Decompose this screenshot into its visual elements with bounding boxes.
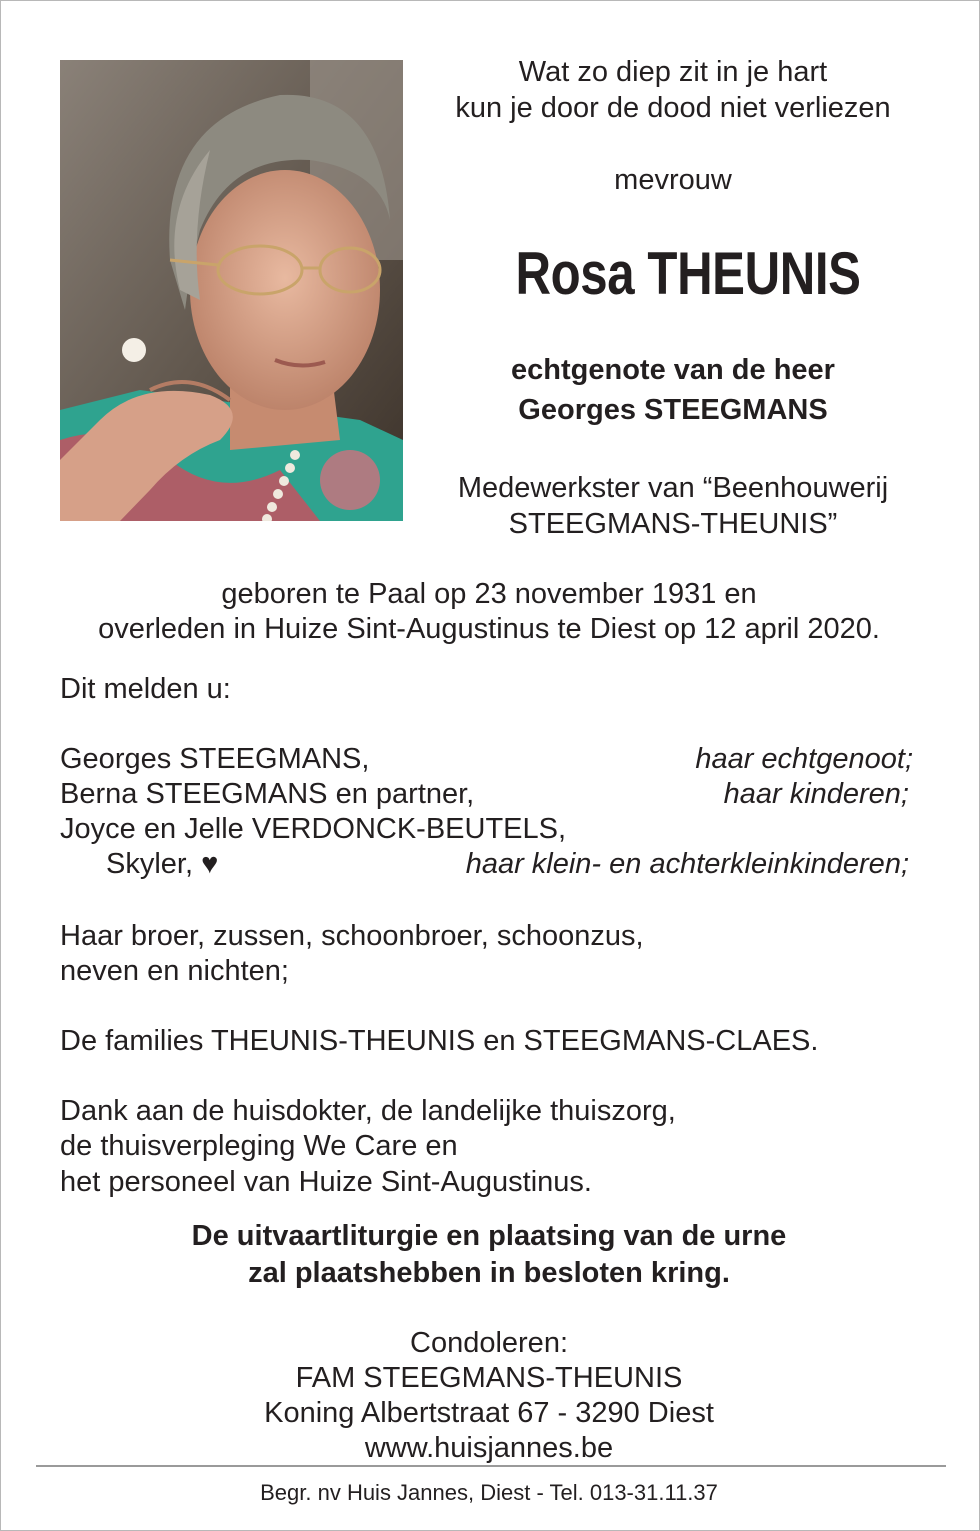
ceremony-line-2: zal plaatshebben in besloten kring.	[248, 1257, 730, 1289]
family-row-2-name: Berna STEEGMANS en partner,	[60, 778, 475, 810]
family-row-1-relation: haar echtgenoot;	[695, 743, 913, 775]
spouse-line-2: Georges STEEGMANS	[518, 394, 828, 426]
funeral-home-footer: Begr. nv Huis Jannes, Diest - Tel. 013-31.11.37	[260, 1480, 718, 1505]
condolence-label: Condoleren:	[410, 1327, 568, 1359]
deceased-name: Rosa THEUNIS	[515, 240, 861, 307]
quote-line-2: kun je door de dood niet verliezen	[455, 92, 891, 124]
family-row-1-name: Georges STEEGMANS,	[60, 743, 370, 775]
announce-text: Dit melden u:	[60, 673, 231, 705]
families-line: De families THEUNIS-THEUNIS en STEEGMANS-CLAES.	[60, 1025, 819, 1057]
thanks-line-2: de thuisverpleging We Care en	[60, 1130, 458, 1162]
family-row-4-name: Skyler, ♥	[106, 848, 219, 880]
family-row-3-name: Joyce en Jelle VERDONCK-BEUTELS,	[60, 813, 567, 845]
relatives-line-1: Haar broer, zussen, schoonbroer, schoonzus,	[60, 920, 644, 952]
dates-line-2: overleden in Huize Sint-Augustinus te Diest op 12 april 2020.	[98, 613, 880, 645]
footer-divider	[36, 1465, 946, 1467]
family-row-2-relation: haar kinderen;	[723, 778, 909, 810]
thanks-line-1: Dank aan de huisdokter, de landelijke thuiszorg,	[60, 1095, 676, 1127]
spouse-line-1: echtgenote van de heer	[511, 354, 835, 386]
ceremony-line-1: De uitvaartliturgie en plaatsing van de urne	[191, 1220, 787, 1252]
portrait-photo	[60, 60, 403, 521]
condolence-address: Koning Albertstraat 67 - 3290 Diest	[264, 1397, 714, 1429]
title-prefix: mevrouw	[614, 164, 732, 196]
occupation-line-1: Medewerkster van “Beenhouwerij	[457, 472, 889, 504]
dates-line-1: geboren te Paal op 23 november 1931 en	[221, 578, 757, 610]
condolence-family: FAM STEEGMANS-THEUNIS	[295, 1362, 683, 1394]
relatives-line-2: neven en nichten;	[60, 955, 289, 987]
quote-line-1: Wat zo diep zit in je hart	[518, 56, 828, 88]
thanks-line-3: het personeel van Huize Sint-Augustinus.	[60, 1166, 592, 1198]
occupation-line-2: STEEGMANS-THEUNIS”	[508, 508, 838, 540]
portrait-image	[60, 60, 403, 521]
family-row-4-relation: haar klein- en achterkleinkinderen;	[465, 848, 909, 880]
condolence-website[interactable]: www.huisjannes.be	[364, 1432, 614, 1464]
